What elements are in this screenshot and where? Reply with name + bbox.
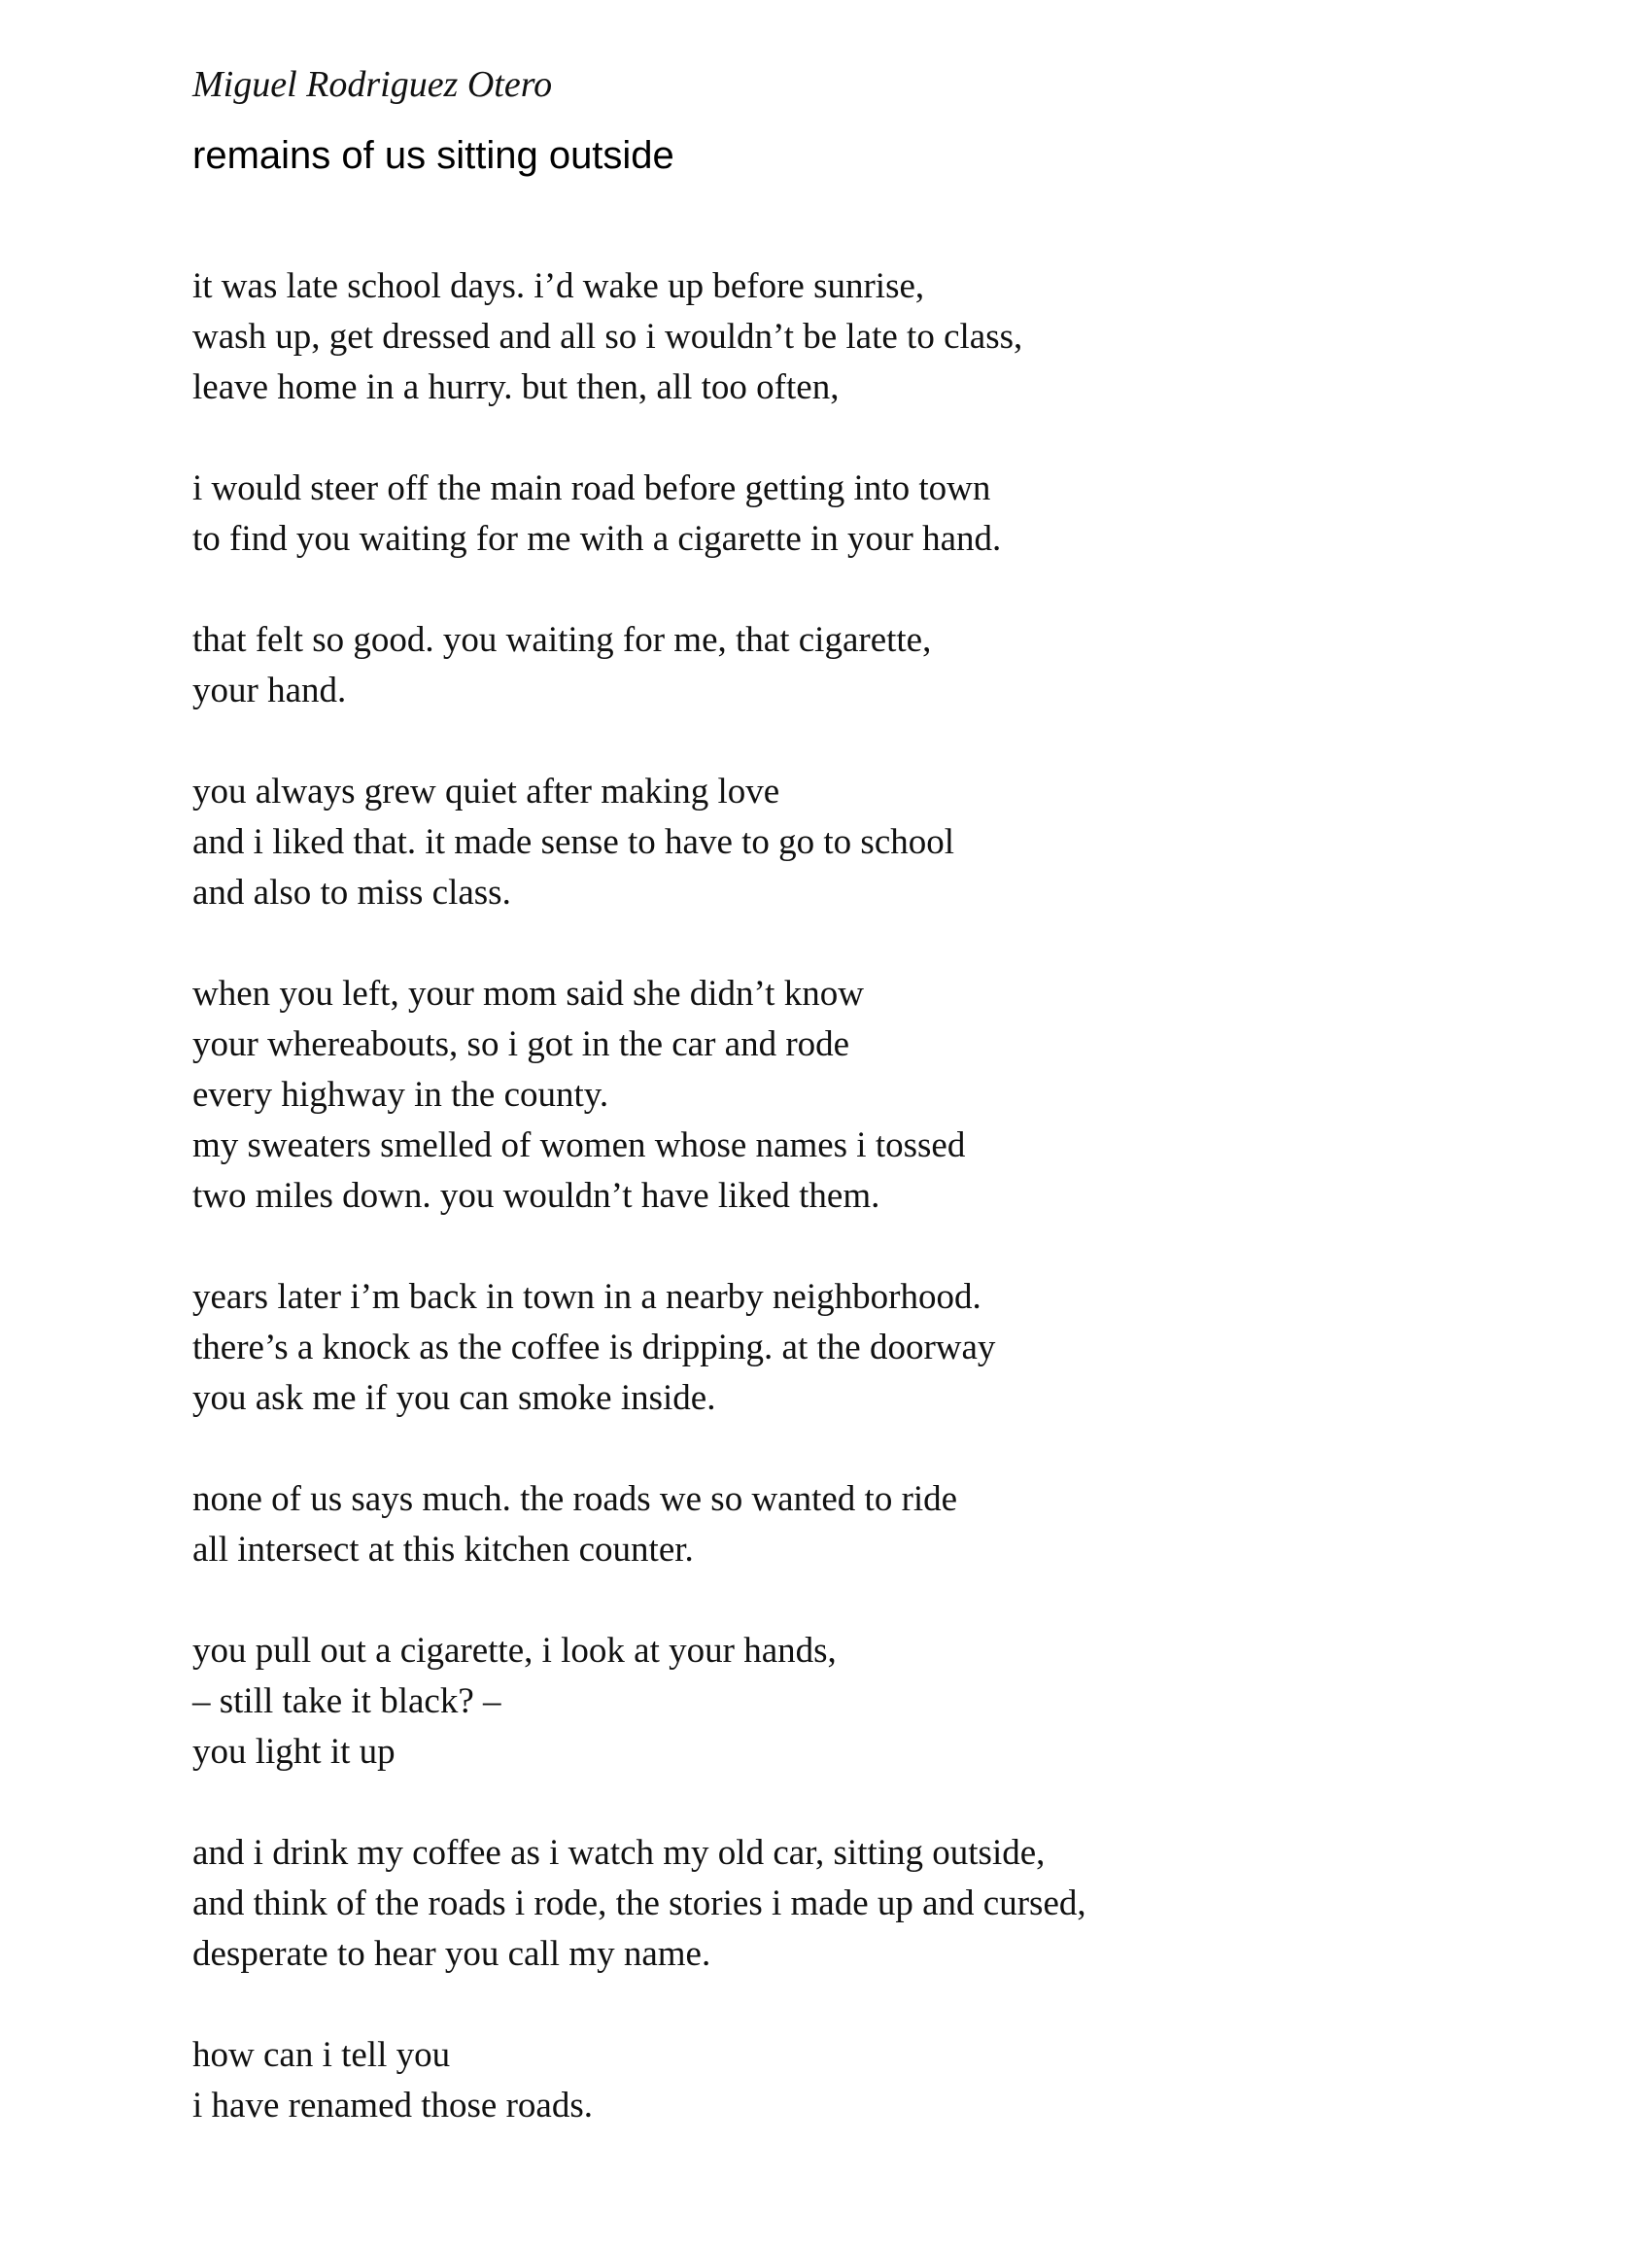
stanza	[192, 2030, 1553, 2131]
stanza	[192, 767, 1553, 918]
poem-line: desperate to hear you call my name.	[192, 1934, 711, 1974]
stanza	[192, 1626, 1553, 1778]
poem-line: your whereabouts, so i got in the car and rode	[192, 1024, 850, 1064]
poem-line: that felt so good. you waiting for me, that cigarette,	[192, 620, 932, 660]
author-name: Miguel Rodriguez Otero	[192, 64, 553, 105]
poem-line: when you left, your mom said she didn’t know	[192, 974, 864, 1014]
poem-body	[192, 261, 1553, 2131]
poem-line: and think of the roads i rode, the stories i made up and cursed,	[192, 1883, 1086, 1923]
poem-line: all intersect at this kitchen counter.	[192, 1530, 694, 1570]
stanza	[192, 1272, 1553, 1424]
poem-line: to find you waiting for me with a cigarette in your hand.	[192, 519, 1002, 559]
poem-line: it was late school days. i’d wake up before sunrise,	[192, 266, 925, 306]
poem-line: and i drink my coffee as i watch my old car, sitting outside,	[192, 1833, 1046, 1873]
poem-line: none of us says much. the roads we so wanted to ride	[192, 1479, 958, 1519]
poem-line: i have renamed those roads.	[192, 2086, 593, 2125]
poem-line: you pull out a cigarette, i look at your hands,	[192, 1631, 837, 1671]
poem-line: two miles down. you wouldn’t have liked them.	[192, 1176, 880, 1216]
poem-line: how can i tell you	[192, 2035, 451, 2075]
poem-line: and also to miss class.	[192, 873, 511, 913]
stanza	[192, 464, 1553, 565]
stanza	[192, 1474, 1553, 1575]
stanza	[192, 261, 1553, 413]
poem-line: i would steer off the main road before getting into town	[192, 468, 991, 508]
poem-line: – still take it black? –	[192, 1681, 501, 1721]
poem-line: there’s a knock as the coffee is dripping. at the doorway	[192, 1328, 996, 1367]
poem-line: years later i’m back in town in a nearby neighborhood.	[192, 1277, 981, 1317]
poem-line: leave home in a hurry. but then, all too often,	[192, 367, 840, 407]
poem-line: wash up, get dressed and all so i wouldn’t be late to class,	[192, 317, 1023, 357]
stanza	[192, 969, 1553, 1222]
poem-line: and i liked that. it made sense to have to go to school	[192, 822, 955, 862]
poem-title: remains of us sitting outside	[192, 134, 674, 177]
poem-line: your hand.	[192, 671, 347, 710]
poem-line: you always grew quiet after making love	[192, 772, 780, 812]
poem-line: you ask me if you can smoke inside.	[192, 1378, 716, 1418]
poem-line: every highway in the county.	[192, 1075, 609, 1115]
poem-line: my sweaters smelled of women whose names i tossed	[192, 1125, 966, 1165]
stanza	[192, 615, 1553, 716]
poem-line: you light it up	[192, 1732, 396, 1772]
stanza	[192, 1828, 1553, 1980]
